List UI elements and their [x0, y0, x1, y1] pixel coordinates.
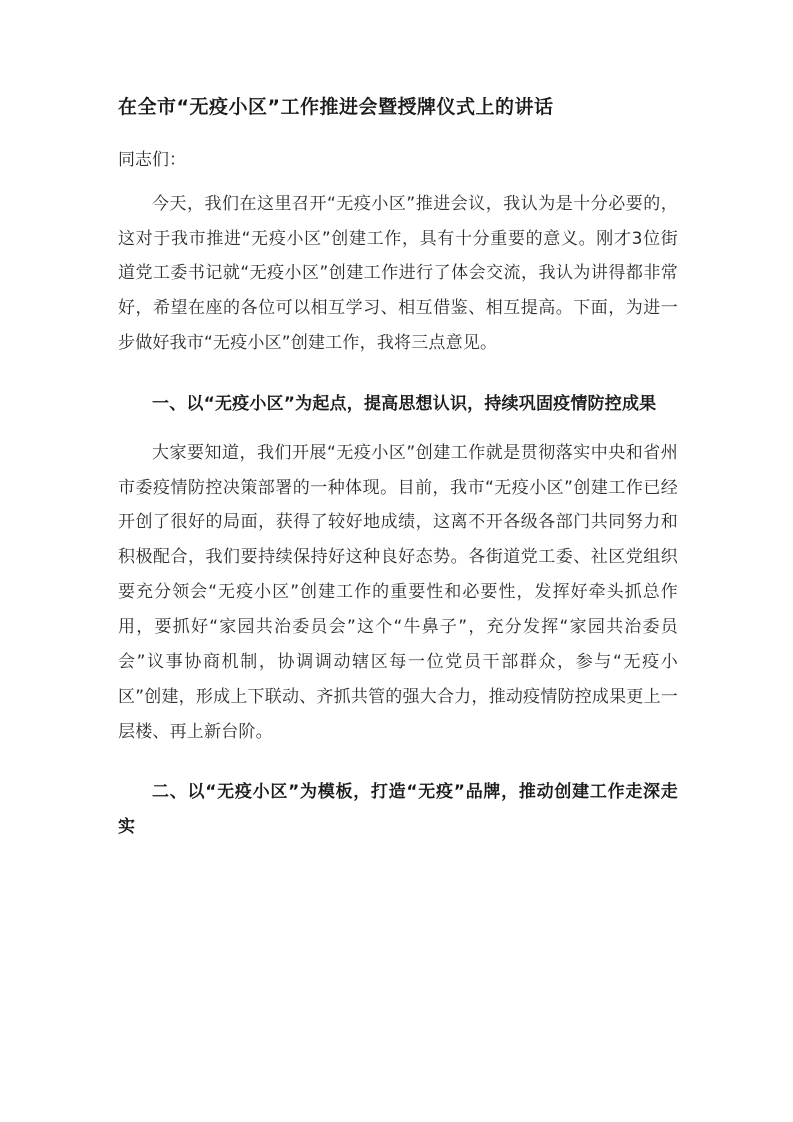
document-title: 在全市“无疫小区”工作推进会暨授牌仪式上的讲话 — [118, 96, 554, 118]
salutation: 同志们： — [118, 150, 186, 171]
section-heading-two: 二、以“无疫小区”为模板，打造“无疫”品牌，推动创建工作走深走实 — [118, 782, 678, 838]
paragraph-section-one: 大家要知道，我们开展“无疫小区”创建工作就是贯彻落实中央和省州市委疫情防控决策部署的一种体现。目前，我市“无疫小区”创建工作已经开创了很好的局面，获得了较好地成绩，这离不开各级各部门共同努力和积极配合，我们要持续保持好这种良好态势。各街道党工委、社区党组织要充分领会“无疫小区”创建工作的重要性和必要性，发挥好牵头抓总作用，要抓好“家园共治委员会”这个“牛鼻子”，充分发挥“家园共治委员会”议事协商机制，协调调动辖区每一位党员干部群众，参与“无疫小区”创建，形成上下联动、齐抓共管的强大合力，推动疫情防控成果更上一层楼、再上新台阶。 — [118, 442, 678, 742]
section-heading-one: 一、以“无疫小区”为起点，提高思想认识，持续巩固疫情防控成果 — [152, 393, 657, 414]
document-body — [118, 92, 678, 859]
paragraph-intro: 今天，我们在这里召开“无疫小区”推进会议，我认为是十分必要的，这对于我市推进“无疫小区”创建工作，具有十分重要的意义。刚才3位街道党工委书记就“无疫小区”创建工作进行了体会交流，我认为讲得都非常好，希望在座的各位可以相互学习、相互借鉴、相互提高。下面，为进一步做好我市“无疫小区”创建工作，我将三点意见。 — [118, 193, 678, 354]
